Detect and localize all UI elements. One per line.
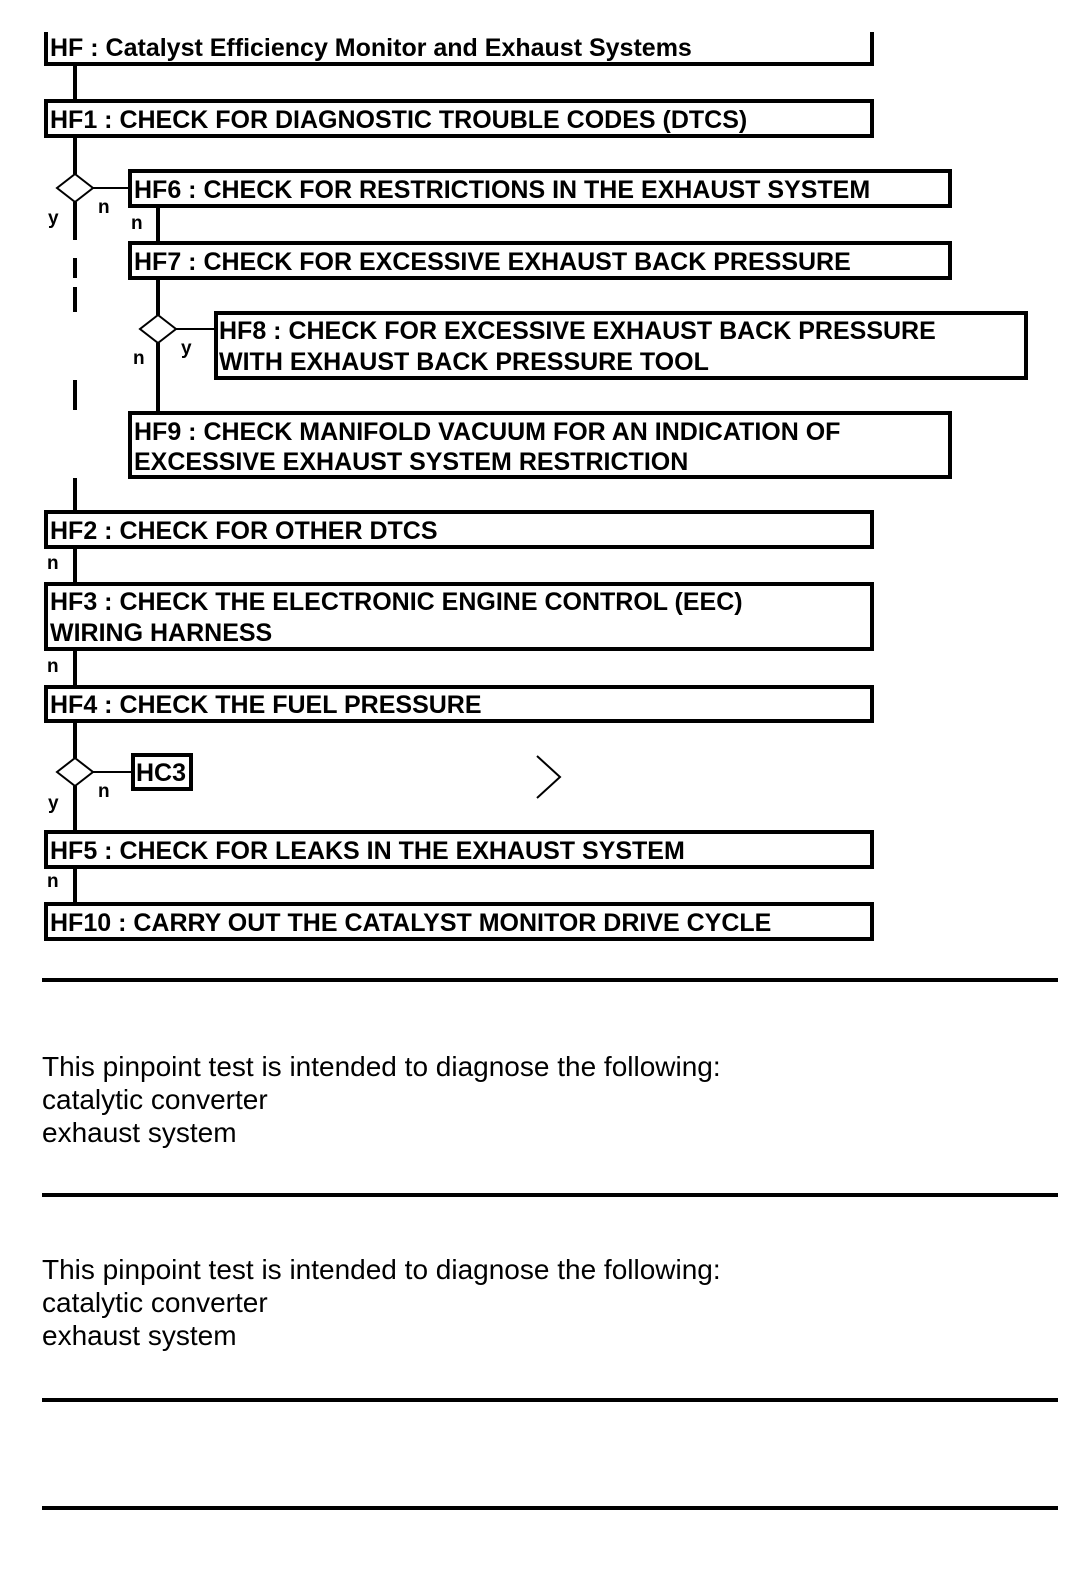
step-hf6[interactable] xyxy=(130,171,950,206)
step-hf9-line-1: HF9 : CHECK MANIFOLD VACUUM FOR AN INDICATION OF xyxy=(134,418,841,446)
step-hf3-line-2: WIRING HARNESS xyxy=(50,619,273,647)
description-1-line-3: exhaust system xyxy=(42,1117,237,1148)
branch-label-hf3-no: n xyxy=(47,656,59,677)
step-hf8-line-1: HF8 : CHECK FOR EXCESSIVE EXHAUST BACK PRESSURE xyxy=(219,317,936,345)
branch-label-d2-yes: y xyxy=(181,338,192,359)
step-hf1-line-1: HF1 : CHECK FOR DIAGNOSTIC TROUBLE CODES (DTCS) xyxy=(50,106,748,134)
step-hf7[interactable] xyxy=(130,243,950,278)
step-hf4[interactable] xyxy=(46,687,872,721)
description-block-2 xyxy=(42,1253,721,1352)
step-hf2-line-1: HF2 : CHECK FOR OTHER DTCS xyxy=(50,517,438,545)
step-hf5[interactable] xyxy=(46,832,872,867)
step-hf1[interactable] xyxy=(46,101,872,136)
chevron-right-icon xyxy=(537,756,560,798)
step-hf5-line-1: HF5 : CHECK FOR LEAKS IN THE EXHAUST SYSTEM xyxy=(50,837,685,865)
header-title: HF : Catalyst Efficiency Monitor and Exhaust Systems xyxy=(50,34,692,62)
branch-label-d2-no: n xyxy=(133,348,145,369)
decision-diamond-hf1 xyxy=(57,174,93,202)
branch-label-d1-yes: y xyxy=(48,208,59,229)
description-2-line-2: catalytic converter xyxy=(42,1287,268,1318)
step-hc3[interactable] xyxy=(133,755,191,789)
step-hf10[interactable] xyxy=(46,904,872,939)
branch-label-d3-yes: y xyxy=(48,793,59,814)
branch-label-d3-no: n xyxy=(98,781,110,802)
branch-label-hf6-no: n xyxy=(131,213,143,234)
description-block-1 xyxy=(42,1050,721,1149)
step-hf8[interactable] xyxy=(216,313,1026,378)
branch-label-hf2-no: n xyxy=(47,553,59,574)
decision-diamond-hf4 xyxy=(57,758,93,786)
step-hf7-line-1: HF7 : CHECK FOR EXCESSIVE EXHAUST BACK PRESSURE xyxy=(134,248,851,276)
step-hf3[interactable] xyxy=(46,584,872,649)
step-hf9-line-2: EXCESSIVE EXHAUST SYSTEM RESTRICTION xyxy=(134,448,689,476)
description-1-line-2: catalytic converter xyxy=(42,1084,268,1115)
step-hf10-line-1: HF10 : CARRY OUT THE CATALYST MONITOR DRIVE CYCLE xyxy=(50,909,772,937)
step-hf4-line-1: HF4 : CHECK THE FUEL PRESSURE xyxy=(50,691,482,719)
step-hc3-line-1: HC3 xyxy=(136,759,187,787)
step-hf6-line-1: HF6 : CHECK FOR RESTRICTIONS IN THE EXHAUST SYSTEM xyxy=(134,176,871,204)
step-hf3-line-1: HF3 : CHECK THE ELECTRONIC ENGINE CONTROL (EEC) xyxy=(50,588,743,616)
branch-label-hf5-no: n xyxy=(47,871,59,892)
branch-label-d1-no: n xyxy=(98,197,110,218)
description-2-line-3: exhaust system xyxy=(42,1320,237,1351)
decision-diamond-hf7 xyxy=(140,315,176,343)
step-hf8-line-2: WITH EXHAUST BACK PRESSURE TOOL xyxy=(219,348,709,376)
description-2-line-1: This pinpoint test is intended to diagnose the following: xyxy=(42,1254,721,1285)
step-hf2[interactable] xyxy=(46,512,872,547)
step-hf9[interactable] xyxy=(130,413,950,477)
description-1-line-1: This pinpoint test is intended to diagnose the following: xyxy=(42,1051,721,1082)
